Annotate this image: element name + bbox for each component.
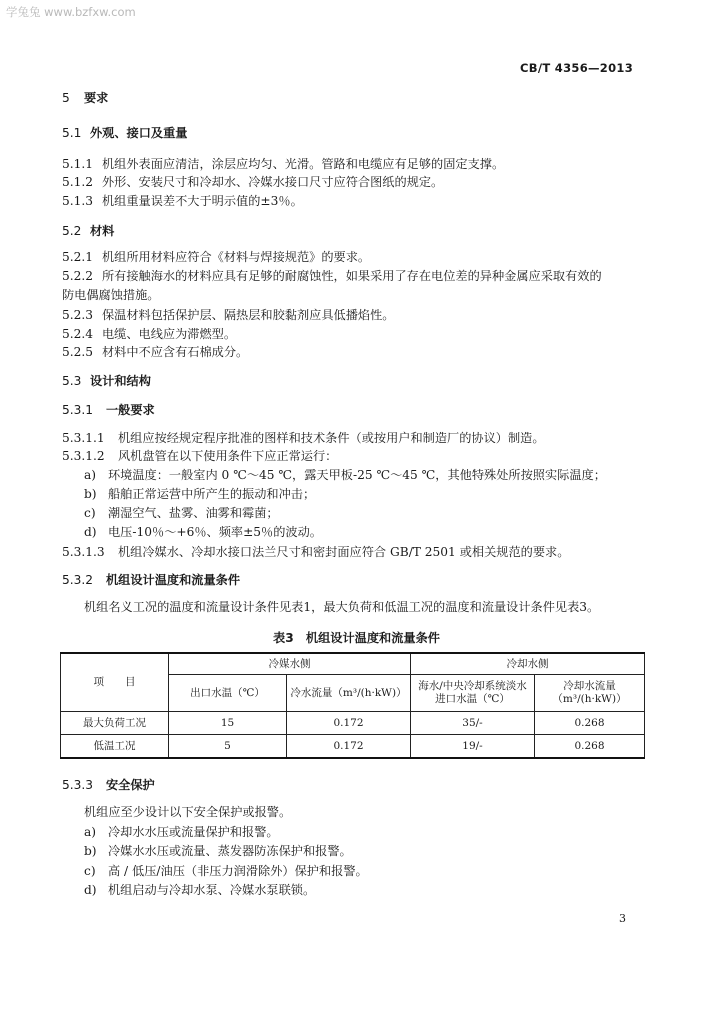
list-text: 冷媒水水压或流量、蒸发器防冻保护和报警。 bbox=[108, 844, 352, 858]
list-item-c bbox=[84, 505, 279, 521]
cell-inlet-temp: 35/- bbox=[411, 712, 535, 735]
section-number: 5.3.2 bbox=[62, 573, 94, 587]
clause-5-3-1-2 bbox=[62, 448, 337, 464]
list-marker: c) bbox=[84, 864, 96, 878]
clause-text: 机组所用材料应符合《材料与焊接规范》的要求。 bbox=[102, 250, 371, 264]
clause-number: 5.2.5 bbox=[62, 345, 94, 359]
list-item-d bbox=[84, 524, 322, 540]
clause-number: 5.1.2 bbox=[62, 175, 94, 189]
clause-text: 机组应按经规定程序批准的图样和技术条件（或按用户和制造厂的协议）制造。 bbox=[118, 431, 545, 445]
clause-number: 5.2.4 bbox=[62, 327, 94, 341]
inlet-temp-header bbox=[411, 675, 535, 712]
section-5-1 bbox=[62, 125, 188, 141]
cell-outlet-temp: 15 bbox=[169, 712, 287, 735]
section-number: 5 bbox=[62, 91, 70, 105]
watermark: 学兔兔 www.bzfxw.com bbox=[6, 5, 136, 19]
section-5-3-1 bbox=[62, 402, 155, 418]
table-header-row bbox=[61, 653, 645, 675]
clause-number: 5.3.1.2 bbox=[62, 449, 105, 463]
safety-item-d bbox=[84, 882, 315, 898]
table-row bbox=[61, 735, 645, 759]
page-number: 3 bbox=[619, 912, 626, 925]
clause-5-2-3 bbox=[62, 307, 395, 323]
cooling-flow-header bbox=[535, 675, 645, 712]
section-title: 机组设计温度和流量条件 bbox=[106, 573, 241, 587]
header-line: （m³/(h·kW)） bbox=[552, 693, 627, 705]
clause-number: 5.2.3 bbox=[62, 308, 94, 322]
paragraph-text: 机组名义工况的温度和流量设计条件见表1，最大负荷和低温工况的温度和流量设计条件见表3。 bbox=[84, 600, 600, 614]
section-title: 一般要求 bbox=[106, 403, 155, 417]
list-text: 冷却水水压或流量保护和报警。 bbox=[108, 825, 279, 839]
clause-text: 机组冷媒水、冷却水接口法兰尺寸和密封面应符合 GB/T 2501 或相关规范的要求。 bbox=[118, 545, 570, 559]
cell-inlet-temp: 19/- bbox=[411, 735, 535, 759]
clause-number: 5.3.1.3 bbox=[62, 545, 105, 559]
chilled-flow-header: 冷水流量（m³/(h·kW)） bbox=[287, 675, 411, 712]
section-5-3-3 bbox=[62, 777, 155, 793]
clause-5-1-3 bbox=[62, 193, 303, 209]
clause-text: 保温材料包括保护层、隔热层和胶黏剂应具低播焰性。 bbox=[102, 308, 395, 322]
clause-number: 5.2.1 bbox=[62, 250, 94, 264]
header-line: 冷却水流量 bbox=[563, 680, 616, 692]
section-title: 设计和结构 bbox=[90, 374, 151, 388]
clause-5-2-2-cont bbox=[62, 287, 160, 303]
section-5-3 bbox=[62, 373, 151, 389]
clause-number: 5.1.1 bbox=[62, 157, 94, 171]
header-line: 海水/中央冷却系统淡水 bbox=[418, 680, 527, 692]
clause-5-2-2 bbox=[62, 268, 602, 284]
cooling-water-group-header: 冷却水侧 bbox=[411, 653, 645, 675]
paragraph-5-3-2 bbox=[84, 599, 599, 615]
clause-number: 5.3.1.1 bbox=[62, 431, 105, 445]
section-title: 材料 bbox=[90, 224, 115, 238]
section-number: 5.1 bbox=[62, 126, 82, 140]
paragraph-text: 机组应至少设计以下安全保护或报警。 bbox=[84, 805, 292, 819]
clause-5-3-1-3 bbox=[62, 544, 569, 560]
standard-code: CB/T 4356—2013 bbox=[520, 61, 633, 75]
clause-text: 机组重量误差不大于明示值的±3％。 bbox=[102, 194, 303, 208]
clause-5-2-5 bbox=[62, 344, 248, 360]
table-row bbox=[61, 712, 645, 735]
list-text: 机组启动与冷却水泵、冷媒水泵联锁。 bbox=[108, 883, 316, 897]
cell-chilled-flow: 0.172 bbox=[287, 735, 411, 759]
section-title: 外观、接口及重量 bbox=[90, 126, 188, 140]
clause-text: 外形、安装尺寸和冷却水、冷媒水接口尺寸应符合图纸的规定。 bbox=[102, 175, 444, 189]
design-conditions-table bbox=[60, 652, 645, 759]
section-5 bbox=[62, 90, 108, 106]
list-text: 高 / 低压/油压（非压力润滑除外）保护和报警。 bbox=[108, 864, 368, 878]
section-5-3-2 bbox=[62, 572, 240, 588]
paragraph-5-3-3 bbox=[84, 804, 291, 820]
clause-5-2-1 bbox=[62, 249, 370, 265]
section-number: 5.2 bbox=[62, 224, 82, 238]
section-number: 5.3.1 bbox=[62, 403, 94, 417]
list-text: 电压-10％～+6％、频率±5％的波动。 bbox=[108, 525, 322, 539]
clause-5-2-4 bbox=[62, 326, 236, 342]
safety-item-a bbox=[84, 824, 279, 840]
cell-cooling-flow: 0.268 bbox=[535, 735, 645, 759]
clause-text: 防电偶腐蚀措施。 bbox=[62, 288, 160, 302]
outlet-temp-header: 出口水温（℃） bbox=[169, 675, 287, 712]
clause-text: 电缆、电线应为滞燃型。 bbox=[102, 327, 237, 341]
table-title: 表3 机组设计温度和流量条件 bbox=[273, 631, 440, 645]
list-marker: d) bbox=[84, 883, 97, 897]
list-marker: c) bbox=[84, 506, 96, 520]
cell-outlet-temp: 5 bbox=[169, 735, 287, 759]
list-item-a bbox=[84, 467, 606, 483]
list-text: 环境温度：一般室内 0 ℃～45 ℃，露天甲板-25 ℃～45 ℃，其他特殊处所按照实际温度； bbox=[108, 468, 606, 482]
clause-5-1-1 bbox=[62, 156, 504, 172]
list-marker: a) bbox=[84, 825, 97, 839]
section-number: 5.3.3 bbox=[62, 778, 94, 792]
chilled-water-group-header: 冷媒水侧 bbox=[169, 653, 411, 675]
row-label: 最大负荷工况 bbox=[61, 712, 169, 735]
cell-chilled-flow: 0.172 bbox=[287, 712, 411, 735]
clause-number: 5.1.3 bbox=[62, 194, 94, 208]
clause-5-1-2 bbox=[62, 174, 443, 190]
list-marker: d) bbox=[84, 525, 97, 539]
list-item-b bbox=[84, 486, 315, 502]
list-text: 潮湿空气、盐雾、油雾和霉菌； bbox=[108, 506, 279, 520]
list-marker: b) bbox=[84, 844, 97, 858]
safety-item-b bbox=[84, 843, 352, 859]
list-marker: b) bbox=[84, 487, 97, 501]
section-title: 安全保护 bbox=[106, 778, 155, 792]
clause-text: 机组外表面应清洁，涂层应均匀、光滑。管路和电缆应有足够的固定支撑。 bbox=[102, 157, 505, 171]
section-title: 要求 bbox=[84, 91, 109, 105]
clause-text: 风机盘管在以下使用条件下应正常运行： bbox=[118, 449, 338, 463]
clause-5-3-1-1 bbox=[62, 430, 545, 446]
section-5-2 bbox=[62, 223, 114, 239]
list-marker: a) bbox=[84, 468, 97, 482]
list-text: 船舶正常运营中所产生的振动和冲击； bbox=[108, 487, 316, 501]
header-line: 进口水温（℃） bbox=[435, 693, 510, 705]
clause-number: 5.2.2 bbox=[62, 269, 94, 283]
item-header: 项 目 bbox=[61, 653, 169, 712]
clause-text: 所有接触海水的材料应具有足够的耐腐蚀性，如果采用了存在电位差的异种金属应采取有效的 bbox=[102, 269, 602, 283]
section-number: 5.3 bbox=[62, 374, 82, 388]
row-label: 低温工况 bbox=[61, 735, 169, 759]
safety-item-c bbox=[84, 863, 368, 879]
clause-text: 材料中不应含有石棉成分。 bbox=[102, 345, 249, 359]
cell-cooling-flow: 0.268 bbox=[535, 712, 645, 735]
